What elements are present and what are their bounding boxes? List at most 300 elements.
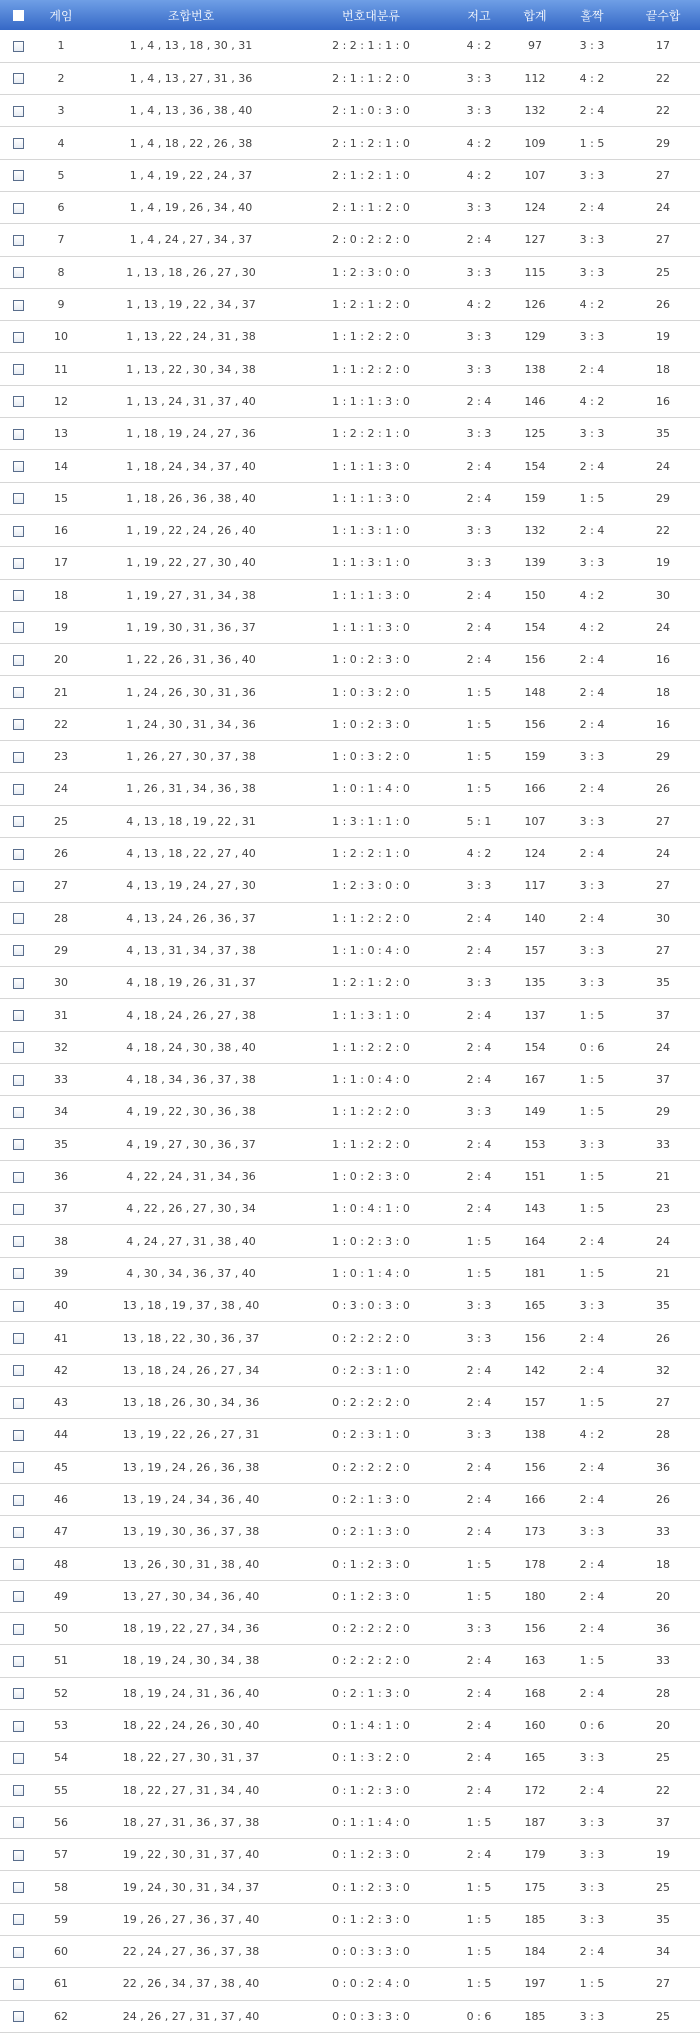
row-checkbox-cell	[0, 1580, 36, 1612]
cell-hilo: 2 : 4	[446, 1354, 512, 1386]
cell-endsum: 19	[626, 1839, 700, 1871]
table-row	[0, 1193, 700, 1225]
row-checkbox[interactable]	[13, 1914, 24, 1925]
row-checkbox[interactable]	[13, 2011, 24, 2022]
cell-hilo: 3 : 3	[446, 1419, 512, 1451]
cell-sum: 135	[512, 967, 558, 999]
cell-combo: 18 , 27 , 31 , 36 , 37 , 38	[86, 1806, 296, 1838]
table-row	[0, 450, 700, 482]
row-checkbox[interactable]	[13, 364, 24, 375]
table-row	[0, 644, 700, 676]
cell-oddeven: 2 : 4	[558, 191, 626, 223]
row-checkbox-cell	[0, 62, 36, 94]
row-checkbox-cell	[0, 644, 36, 676]
cell-hilo: 3 : 3	[446, 1613, 512, 1645]
cell-endsum: 24	[626, 837, 700, 869]
row-checkbox[interactable]	[13, 1139, 24, 1150]
cell-combo: 1 , 19 , 27 , 31 , 34 , 38	[86, 579, 296, 611]
cell-sum: 181	[512, 1257, 558, 1289]
cell-combo: 1 , 4 , 19 , 22 , 24 , 37	[86, 159, 296, 191]
table-row	[0, 1031, 700, 1063]
cell-class: 1 : 2 : 1 : 2 : 0	[296, 967, 446, 999]
table-row	[0, 1354, 700, 1386]
cell-hilo: 2 : 4	[446, 1839, 512, 1871]
cell-game: 49	[36, 1580, 86, 1612]
cell-hilo: 3 : 3	[446, 514, 512, 546]
cell-oddeven: 3 : 3	[558, 1516, 626, 1548]
table-row	[0, 385, 700, 417]
row-checkbox-cell	[0, 1516, 36, 1548]
cell-sum: 197	[512, 1968, 558, 2000]
cell-class: 0 : 2 : 1 : 3 : 0	[296, 1483, 446, 1515]
cell-class: 2 : 1 : 1 : 2 : 0	[296, 191, 446, 223]
cell-game: 50	[36, 1613, 86, 1645]
cell-combo: 1 , 13 , 18 , 26 , 27 , 30	[86, 256, 296, 288]
cell-oddeven: 4 : 2	[558, 62, 626, 94]
cell-hilo: 2 : 4	[446, 224, 512, 256]
table-row	[0, 837, 700, 869]
table-row	[0, 418, 700, 450]
cell-game: 47	[36, 1516, 86, 1548]
cell-oddeven: 2 : 4	[558, 837, 626, 869]
row-checkbox[interactable]	[13, 1172, 24, 1183]
cell-combo: 1 , 4 , 24 , 27 , 34 , 37	[86, 224, 296, 256]
row-checkbox[interactable]	[13, 1075, 24, 1086]
table-row	[0, 514, 700, 546]
cell-sum: 137	[512, 999, 558, 1031]
row-checkbox[interactable]	[13, 1656, 24, 1667]
row-checkbox-cell	[0, 1548, 36, 1580]
cell-hilo: 3 : 3	[446, 353, 512, 385]
row-checkbox[interactable]	[13, 526, 24, 537]
cell-class: 0 : 2 : 3 : 1 : 0	[296, 1354, 446, 1386]
cell-sum: 179	[512, 1839, 558, 1871]
table-row	[0, 934, 700, 966]
row-checkbox-cell	[0, 1968, 36, 2000]
cell-endsum: 25	[626, 1871, 700, 1903]
cell-game: 41	[36, 1322, 86, 1354]
cell-game: 56	[36, 1806, 86, 1838]
cell-class: 1 : 0 : 1 : 4 : 0	[296, 1257, 446, 1289]
table-row	[0, 1548, 700, 1580]
cell-oddeven: 2 : 4	[558, 1677, 626, 1709]
cell-game: 14	[36, 450, 86, 482]
row-checkbox-cell	[0, 1096, 36, 1128]
table-row	[0, 1096, 700, 1128]
cell-class: 0 : 0 : 2 : 4 : 0	[296, 1968, 446, 2000]
cell-sum: 185	[512, 1903, 558, 1935]
cell-hilo: 2 : 4	[446, 1160, 512, 1192]
cell-endsum: 27	[626, 870, 700, 902]
cell-endsum: 18	[626, 676, 700, 708]
cell-hilo: 4 : 2	[446, 127, 512, 159]
cell-combo: 1 , 4 , 13 , 18 , 30 , 31	[86, 30, 296, 62]
select-all-checkbox[interactable]	[13, 10, 24, 21]
row-checkbox[interactable]	[13, 429, 24, 440]
row-checkbox-cell	[0, 1451, 36, 1483]
cell-combo: 1 , 13 , 24 , 31 , 37 , 40	[86, 385, 296, 417]
row-checkbox-cell	[0, 191, 36, 223]
cell-endsum: 27	[626, 1386, 700, 1418]
row-checkbox[interactable]	[13, 849, 24, 860]
row-checkbox[interactable]	[13, 493, 24, 504]
cell-combo: 13 , 18 , 24 , 26 , 27 , 34	[86, 1354, 296, 1386]
row-checkbox-cell	[0, 418, 36, 450]
row-checkbox-cell	[0, 1419, 36, 1451]
cell-hilo: 2 : 4	[446, 579, 512, 611]
row-checkbox[interactable]	[13, 1430, 24, 1441]
cell-endsum: 28	[626, 1677, 700, 1709]
cell-class: 1 : 0 : 4 : 1 : 0	[296, 1193, 446, 1225]
cell-class: 1 : 1 : 3 : 1 : 0	[296, 514, 446, 546]
cell-oddeven: 3 : 3	[558, 934, 626, 966]
cell-game: 5	[36, 159, 86, 191]
cell-combo: 1 , 26 , 27 , 30 , 37 , 38	[86, 741, 296, 773]
table-row	[0, 1580, 700, 1612]
row-checkbox-cell	[0, 1322, 36, 1354]
cell-endsum: 19	[626, 321, 700, 353]
cell-endsum: 25	[626, 1742, 700, 1774]
cell-endsum: 21	[626, 1160, 700, 1192]
cell-game: 37	[36, 1193, 86, 1225]
row-checkbox[interactable]	[13, 558, 24, 569]
cell-sum: 107	[512, 805, 558, 837]
cell-class: 1 : 1 : 0 : 4 : 0	[296, 934, 446, 966]
row-checkbox[interactable]	[13, 1107, 24, 1118]
cell-endsum: 29	[626, 127, 700, 159]
cell-sum: 156	[512, 1451, 558, 1483]
cell-class: 1 : 1 : 1 : 3 : 0	[296, 482, 446, 514]
row-checkbox[interactable]	[13, 1785, 24, 1796]
cell-game: 2	[36, 62, 86, 94]
cell-game: 61	[36, 1968, 86, 2000]
row-checkbox[interactable]	[13, 1236, 24, 1247]
row-checkbox[interactable]	[13, 1850, 24, 1861]
cell-hilo: 1 : 5	[446, 708, 512, 740]
row-checkbox[interactable]	[13, 687, 24, 698]
cell-endsum: 33	[626, 1516, 700, 1548]
cell-sum: 156	[512, 1613, 558, 1645]
row-checkbox[interactable]	[13, 1753, 24, 1764]
cell-endsum: 29	[626, 482, 700, 514]
cell-sum: 156	[512, 644, 558, 676]
table-row	[0, 1483, 700, 1515]
cell-combo: 18 , 19 , 24 , 31 , 36 , 40	[86, 1677, 296, 1709]
cell-class: 1 : 1 : 3 : 1 : 0	[296, 547, 446, 579]
cell-endsum: 22	[626, 514, 700, 546]
row-checkbox[interactable]	[13, 267, 24, 278]
cell-combo: 1 , 24 , 30 , 31 , 34 , 36	[86, 708, 296, 740]
cell-sum: 142	[512, 1354, 558, 1386]
cell-sum: 159	[512, 741, 558, 773]
cell-game: 16	[36, 514, 86, 546]
cell-oddeven: 4 : 2	[558, 611, 626, 643]
row-checkbox[interactable]	[13, 1365, 24, 1376]
row-checkbox[interactable]	[13, 1688, 24, 1699]
cell-combo: 1 , 24 , 26 , 30 , 31 , 36	[86, 676, 296, 708]
row-checkbox[interactable]	[13, 913, 24, 924]
cell-sum: 164	[512, 1225, 558, 1257]
cell-class: 0 : 1 : 2 : 3 : 0	[296, 1774, 446, 1806]
table-row	[0, 2000, 700, 2032]
cell-combo: 4 , 22 , 24 , 31 , 34 , 36	[86, 1160, 296, 1192]
row-checkbox[interactable]	[13, 1947, 24, 1958]
cell-combo: 4 , 18 , 19 , 26 , 31 , 37	[86, 967, 296, 999]
cell-endsum: 22	[626, 62, 700, 94]
cell-hilo: 4 : 2	[446, 30, 512, 62]
cell-hilo: 2 : 4	[446, 1386, 512, 1418]
cell-endsum: 26	[626, 773, 700, 805]
row-checkbox[interactable]	[13, 1301, 24, 1312]
row-checkbox[interactable]	[13, 1462, 24, 1473]
cell-combo: 4 , 30 , 34 , 36 , 37 , 40	[86, 1257, 296, 1289]
row-checkbox-cell	[0, 1774, 36, 1806]
cell-combo: 13 , 26 , 30 , 31 , 38 , 40	[86, 1548, 296, 1580]
row-checkbox[interactable]	[13, 106, 24, 117]
row-checkbox[interactable]	[13, 945, 24, 956]
cell-combo: 1 , 4 , 18 , 22 , 26 , 38	[86, 127, 296, 159]
table-row	[0, 1806, 700, 1838]
cell-hilo: 2 : 4	[446, 385, 512, 417]
cell-hilo: 1 : 5	[446, 676, 512, 708]
cell-combo: 1 , 4 , 19 , 26 , 34 , 40	[86, 191, 296, 223]
cell-sum: 140	[512, 902, 558, 934]
row-checkbox-cell	[0, 224, 36, 256]
row-checkbox[interactable]	[13, 461, 24, 472]
row-checkbox[interactable]	[13, 203, 24, 214]
cell-sum: 117	[512, 870, 558, 902]
cell-class: 0 : 2 : 2 : 2 : 0	[296, 1613, 446, 1645]
cell-hilo: 4 : 2	[446, 837, 512, 869]
cell-sum: 132	[512, 95, 558, 127]
row-checkbox[interactable]	[13, 235, 24, 246]
row-checkbox-cell	[0, 579, 36, 611]
cell-game: 60	[36, 1936, 86, 1968]
cell-class: 1 : 0 : 1 : 4 : 0	[296, 773, 446, 805]
row-checkbox[interactable]	[13, 1882, 24, 1893]
row-checkbox[interactable]	[13, 73, 24, 84]
cell-endsum: 30	[626, 579, 700, 611]
cell-combo: 24 , 26 , 27 , 31 , 37 , 40	[86, 2000, 296, 2032]
cell-combo: 4 , 18 , 24 , 26 , 27 , 38	[86, 999, 296, 1031]
cell-combo: 1 , 18 , 19 , 24 , 27 , 36	[86, 418, 296, 450]
row-checkbox[interactable]	[13, 622, 24, 633]
table-row	[0, 1903, 700, 1935]
row-checkbox-cell	[0, 1354, 36, 1386]
cell-oddeven: 3 : 3	[558, 1903, 626, 1935]
row-checkbox[interactable]	[13, 41, 24, 52]
row-checkbox[interactable]	[13, 1591, 24, 1602]
cell-game: 40	[36, 1290, 86, 1322]
table-row	[0, 1839, 700, 1871]
cell-hilo: 2 : 4	[446, 1193, 512, 1225]
row-checkbox[interactable]	[13, 1559, 24, 1570]
cell-sum: 154	[512, 1031, 558, 1063]
cell-game: 4	[36, 127, 86, 159]
cell-game: 17	[36, 547, 86, 579]
cell-class: 0 : 1 : 2 : 3 : 0	[296, 1839, 446, 1871]
cell-class: 0 : 2 : 2 : 2 : 0	[296, 1322, 446, 1354]
row-checkbox-cell	[0, 837, 36, 869]
cell-sum: 151	[512, 1160, 558, 1192]
row-checkbox[interactable]	[13, 1204, 24, 1215]
table-row	[0, 1871, 700, 1903]
row-checkbox-cell	[0, 611, 36, 643]
row-checkbox[interactable]	[13, 1979, 24, 1990]
table-row	[0, 1451, 700, 1483]
cell-oddeven: 1 : 5	[558, 1968, 626, 2000]
cell-oddeven: 3 : 3	[558, 1839, 626, 1871]
cell-oddeven: 1 : 5	[558, 1193, 626, 1225]
cell-class: 0 : 2 : 1 : 3 : 0	[296, 1677, 446, 1709]
cell-endsum: 24	[626, 611, 700, 643]
table-row	[0, 1936, 700, 1968]
row-checkbox[interactable]	[13, 1042, 24, 1053]
row-checkbox-cell	[0, 1709, 36, 1741]
cell-hilo: 1 : 5	[446, 773, 512, 805]
table-row	[0, 159, 700, 191]
table-row	[0, 1128, 700, 1160]
row-checkbox[interactable]	[13, 881, 24, 892]
header-endsum: 끝수합	[645, 8, 681, 23]
cell-game: 11	[36, 353, 86, 385]
cell-sum: 125	[512, 418, 558, 450]
cell-sum: 184	[512, 1936, 558, 1968]
table-row	[0, 902, 700, 934]
cell-endsum: 35	[626, 967, 700, 999]
cell-sum: 173	[512, 1516, 558, 1548]
row-checkbox[interactable]	[13, 300, 24, 311]
row-checkbox[interactable]	[13, 590, 24, 601]
cell-class: 0 : 1 : 4 : 1 : 0	[296, 1709, 446, 1741]
row-checkbox[interactable]	[13, 396, 24, 407]
cell-endsum: 18	[626, 353, 700, 385]
cell-oddeven: 2 : 4	[558, 450, 626, 482]
cell-endsum: 29	[626, 1096, 700, 1128]
row-checkbox[interactable]	[13, 1624, 24, 1635]
table-row	[0, 1322, 700, 1354]
cell-combo: 1 , 26 , 31 , 34 , 36 , 38	[86, 773, 296, 805]
table-row	[0, 676, 700, 708]
cell-class: 0 : 2 : 2 : 2 : 0	[296, 1645, 446, 1677]
cell-hilo: 1 : 5	[446, 1903, 512, 1935]
row-checkbox[interactable]	[13, 138, 24, 149]
row-checkbox-cell	[0, 288, 36, 320]
cell-sum: 97	[512, 30, 558, 62]
cell-combo: 13 , 27 , 30 , 34 , 36 , 40	[86, 1580, 296, 1612]
cell-combo: 1 , 13 , 22 , 24 , 31 , 38	[86, 321, 296, 353]
cell-hilo: 2 : 4	[446, 934, 512, 966]
cell-endsum: 35	[626, 418, 700, 450]
row-checkbox[interactable]	[13, 1527, 24, 1538]
cell-sum: 175	[512, 1871, 558, 1903]
cell-game: 51	[36, 1645, 86, 1677]
row-checkbox[interactable]	[13, 1721, 24, 1732]
cell-hilo: 2 : 4	[446, 1064, 512, 1096]
cell-hilo: 3 : 3	[446, 321, 512, 353]
cell-game: 3	[36, 95, 86, 127]
cell-combo: 18 , 22 , 27 , 31 , 34 , 40	[86, 1774, 296, 1806]
cell-game: 31	[36, 999, 86, 1031]
row-checkbox[interactable]	[13, 1817, 24, 1828]
cell-hilo: 3 : 3	[446, 1096, 512, 1128]
cell-endsum: 37	[626, 1806, 700, 1838]
cell-game: 53	[36, 1709, 86, 1741]
row-checkbox-cell	[0, 353, 36, 385]
row-checkbox[interactable]	[13, 784, 24, 795]
table-row	[0, 1225, 700, 1257]
cell-sum: 156	[512, 708, 558, 740]
cell-sum: 127	[512, 224, 558, 256]
cell-sum: 154	[512, 450, 558, 482]
row-checkbox[interactable]	[13, 655, 24, 666]
cell-endsum: 21	[626, 1257, 700, 1289]
row-checkbox[interactable]	[13, 978, 24, 989]
cell-oddeven: 2 : 4	[558, 1774, 626, 1806]
row-checkbox-cell	[0, 676, 36, 708]
cell-oddeven: 3 : 3	[558, 1290, 626, 1322]
cell-endsum: 27	[626, 1968, 700, 2000]
cell-hilo: 2 : 4	[446, 1128, 512, 1160]
cell-oddeven: 3 : 3	[558, 224, 626, 256]
cell-sum: 163	[512, 1645, 558, 1677]
cell-combo: 18 , 22 , 24 , 26 , 30 , 40	[86, 1709, 296, 1741]
row-checkbox[interactable]	[13, 1333, 24, 1344]
cell-sum: 149	[512, 1096, 558, 1128]
row-checkbox[interactable]	[13, 1495, 24, 1506]
row-checkbox[interactable]	[13, 719, 24, 730]
table-row	[0, 1645, 700, 1677]
cell-class: 1 : 1 : 3 : 1 : 0	[296, 999, 446, 1031]
cell-oddeven: 3 : 3	[558, 2000, 626, 2032]
table-row	[0, 1968, 700, 2000]
cell-class: 2 : 1 : 2 : 1 : 0	[296, 127, 446, 159]
cell-game: 43	[36, 1386, 86, 1418]
cell-oddeven: 4 : 2	[558, 579, 626, 611]
row-checkbox[interactable]	[13, 170, 24, 181]
row-checkbox[interactable]	[13, 332, 24, 343]
row-checkbox[interactable]	[13, 752, 24, 763]
cell-combo: 18 , 19 , 22 , 27 , 34 , 36	[86, 1613, 296, 1645]
cell-combo: 13 , 19 , 24 , 34 , 36 , 40	[86, 1483, 296, 1515]
row-checkbox-cell	[0, 1903, 36, 1935]
cell-class: 1 : 0 : 2 : 3 : 0	[296, 1160, 446, 1192]
cell-oddeven: 2 : 4	[558, 514, 626, 546]
cell-class: 1 : 1 : 2 : 2 : 0	[296, 1096, 446, 1128]
row-checkbox[interactable]	[13, 816, 24, 827]
row-checkbox-cell	[0, 2000, 36, 2032]
cell-game: 55	[36, 1774, 86, 1806]
cell-game: 59	[36, 1903, 86, 1935]
cell-endsum: 16	[626, 708, 700, 740]
row-checkbox-cell	[0, 256, 36, 288]
table-row	[0, 224, 700, 256]
cell-oddeven: 4 : 2	[558, 288, 626, 320]
cell-combo: 22 , 26 , 34 , 37 , 38 , 40	[86, 1968, 296, 2000]
cell-endsum: 20	[626, 1709, 700, 1741]
row-checkbox[interactable]	[13, 1398, 24, 1409]
cell-game: 36	[36, 1160, 86, 1192]
row-checkbox[interactable]	[13, 1010, 24, 1021]
table-row	[0, 353, 700, 385]
cell-sum: 139	[512, 547, 558, 579]
cell-sum: 185	[512, 2000, 558, 2032]
cell-oddeven: 2 : 4	[558, 353, 626, 385]
table-row	[0, 547, 700, 579]
header-oddeven: 홀짝	[580, 8, 604, 23]
row-checkbox[interactable]	[13, 1268, 24, 1279]
cell-endsum: 27	[626, 224, 700, 256]
